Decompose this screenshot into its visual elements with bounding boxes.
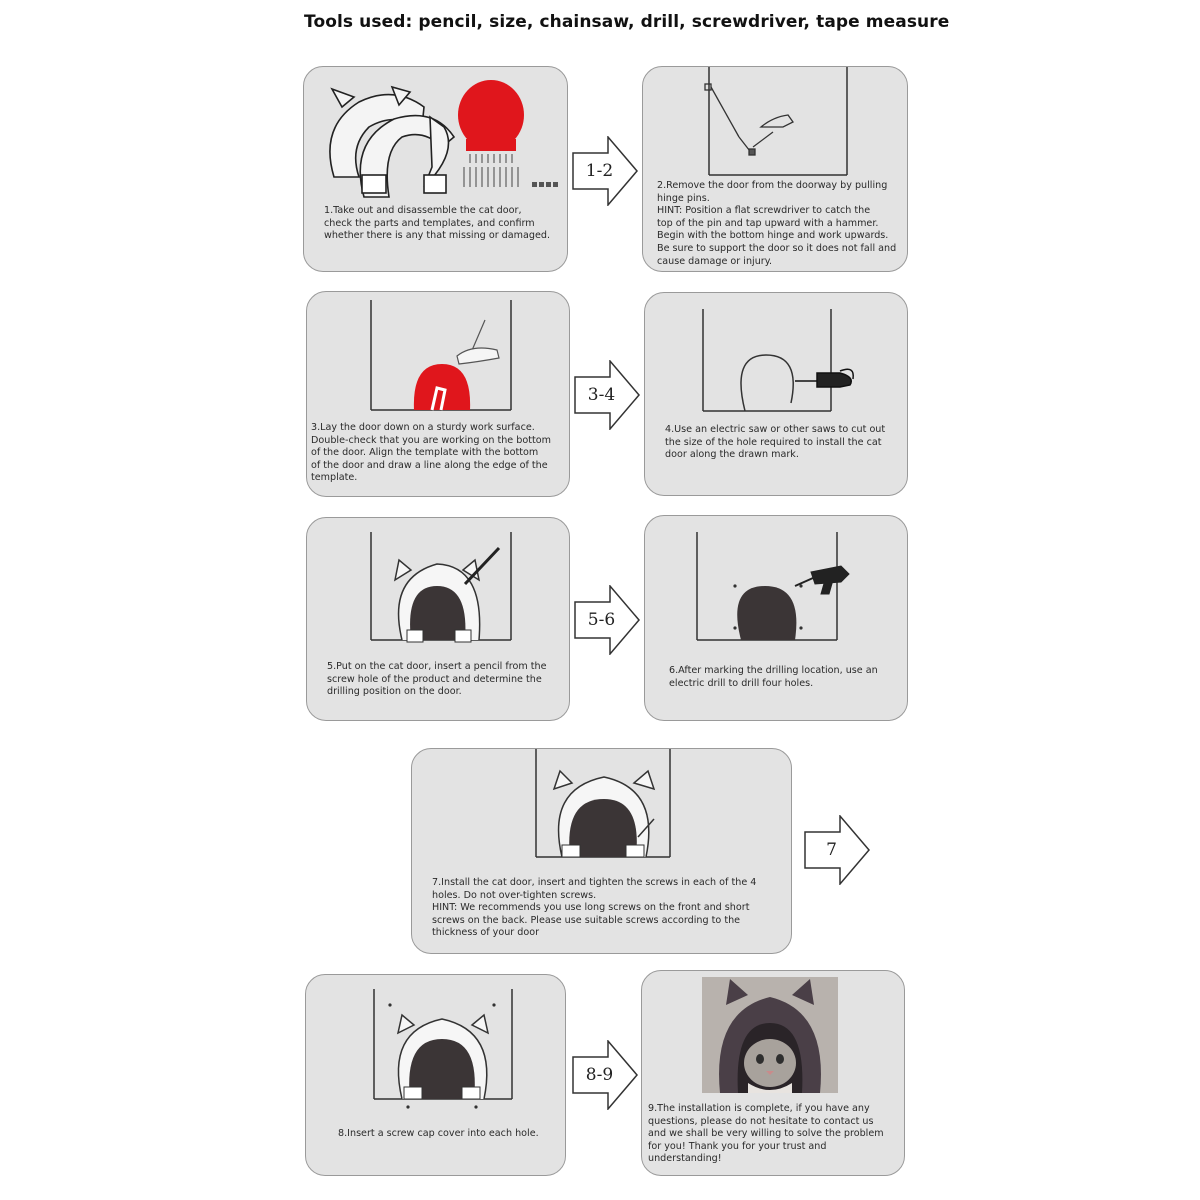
arrow-5-6 bbox=[574, 585, 640, 655]
arrow-label: 3-4 bbox=[587, 385, 616, 405]
step-1-caption: 1.Take out and disassemble the cat door, check the parts and templates, and confirm whether there is any that missing or damaged. bbox=[324, 205, 551, 242]
arrow-label: 5-6 bbox=[587, 610, 616, 630]
cat-face bbox=[744, 1039, 796, 1087]
arrow-3-4 bbox=[574, 360, 640, 430]
step-2-card bbox=[642, 66, 908, 272]
electric-saw-icon bbox=[795, 369, 853, 387]
electric-drill-icon bbox=[795, 566, 849, 594]
cut-hole bbox=[737, 586, 796, 640]
drill-holes-illustration bbox=[645, 516, 908, 721]
step-3-caption: 3.Lay the door down on a sturdy work surface. Double-check that you are working on the bottom of the door. Align the template with the bottom of the door and draw a line along the edge of the template. bbox=[311, 422, 551, 484]
step-4-card bbox=[644, 292, 908, 496]
hammer-screwdriver-icon bbox=[705, 84, 793, 155]
step-6-caption: 6.After marking the drilling location, use an electric drill to drill four holes. bbox=[669, 665, 878, 689]
step-6-card bbox=[644, 515, 908, 721]
step-2-caption: 2.Remove the door from the doorway by pulling hinge pins. HINT: Position a flat screwdriver to catch the top of the pin and tap upward with a hammer. Begin with the bottom hinge and work upwards. Be sure to support the door so it does not fall and cause damage or injury. bbox=[657, 180, 897, 267]
saw-cut-illustration bbox=[645, 293, 908, 496]
arrow-8-9 bbox=[572, 1040, 638, 1110]
step-7-caption: 7.Install the cat door, insert and tighten the screws in each of the 4 holes. Do not over-tighten screws. HINT: We recommends you use long screws on the front and short screws on the back. Please use suitable screws according to the thickness of your door bbox=[432, 877, 757, 939]
arrow-7 bbox=[804, 815, 870, 885]
page-title: Tools used: pencil, size, chainsaw, drill, screwdriver, tape measure bbox=[304, 12, 950, 32]
step-5-caption: 5.Put on the cat door, insert a pencil from the screw hole of the product and determine the drilling position on the door. bbox=[327, 661, 547, 698]
pencil-hand-icon bbox=[457, 320, 499, 364]
arrow-label: 8-9 bbox=[585, 1065, 614, 1085]
step-1-card bbox=[303, 66, 568, 272]
step-9-caption: 9.The installation is complete, if you have any questions, please do not hesitate to contact us and we shall be very willing to solve the problem for you! Thank you for your trust and understanding! bbox=[648, 1103, 884, 1165]
step-5-card bbox=[306, 517, 570, 721]
screw-cap-cover-illustration bbox=[306, 975, 566, 1176]
arrow-1-2 bbox=[572, 136, 638, 206]
step-4-caption: 4.Use an electric saw or other saws to cut out the size of the hole required to install the cat door along the drawn mark. bbox=[665, 424, 886, 461]
step-8-caption: 8.Insert a screw cap cover into each hole. bbox=[338, 1128, 539, 1139]
arrow-label: 7 bbox=[826, 840, 837, 860]
step-7-card bbox=[411, 748, 792, 954]
step-9-card bbox=[641, 970, 905, 1176]
arrow-label: 1-2 bbox=[585, 161, 614, 181]
step-8-card bbox=[305, 974, 566, 1176]
step-3-card bbox=[306, 291, 570, 497]
